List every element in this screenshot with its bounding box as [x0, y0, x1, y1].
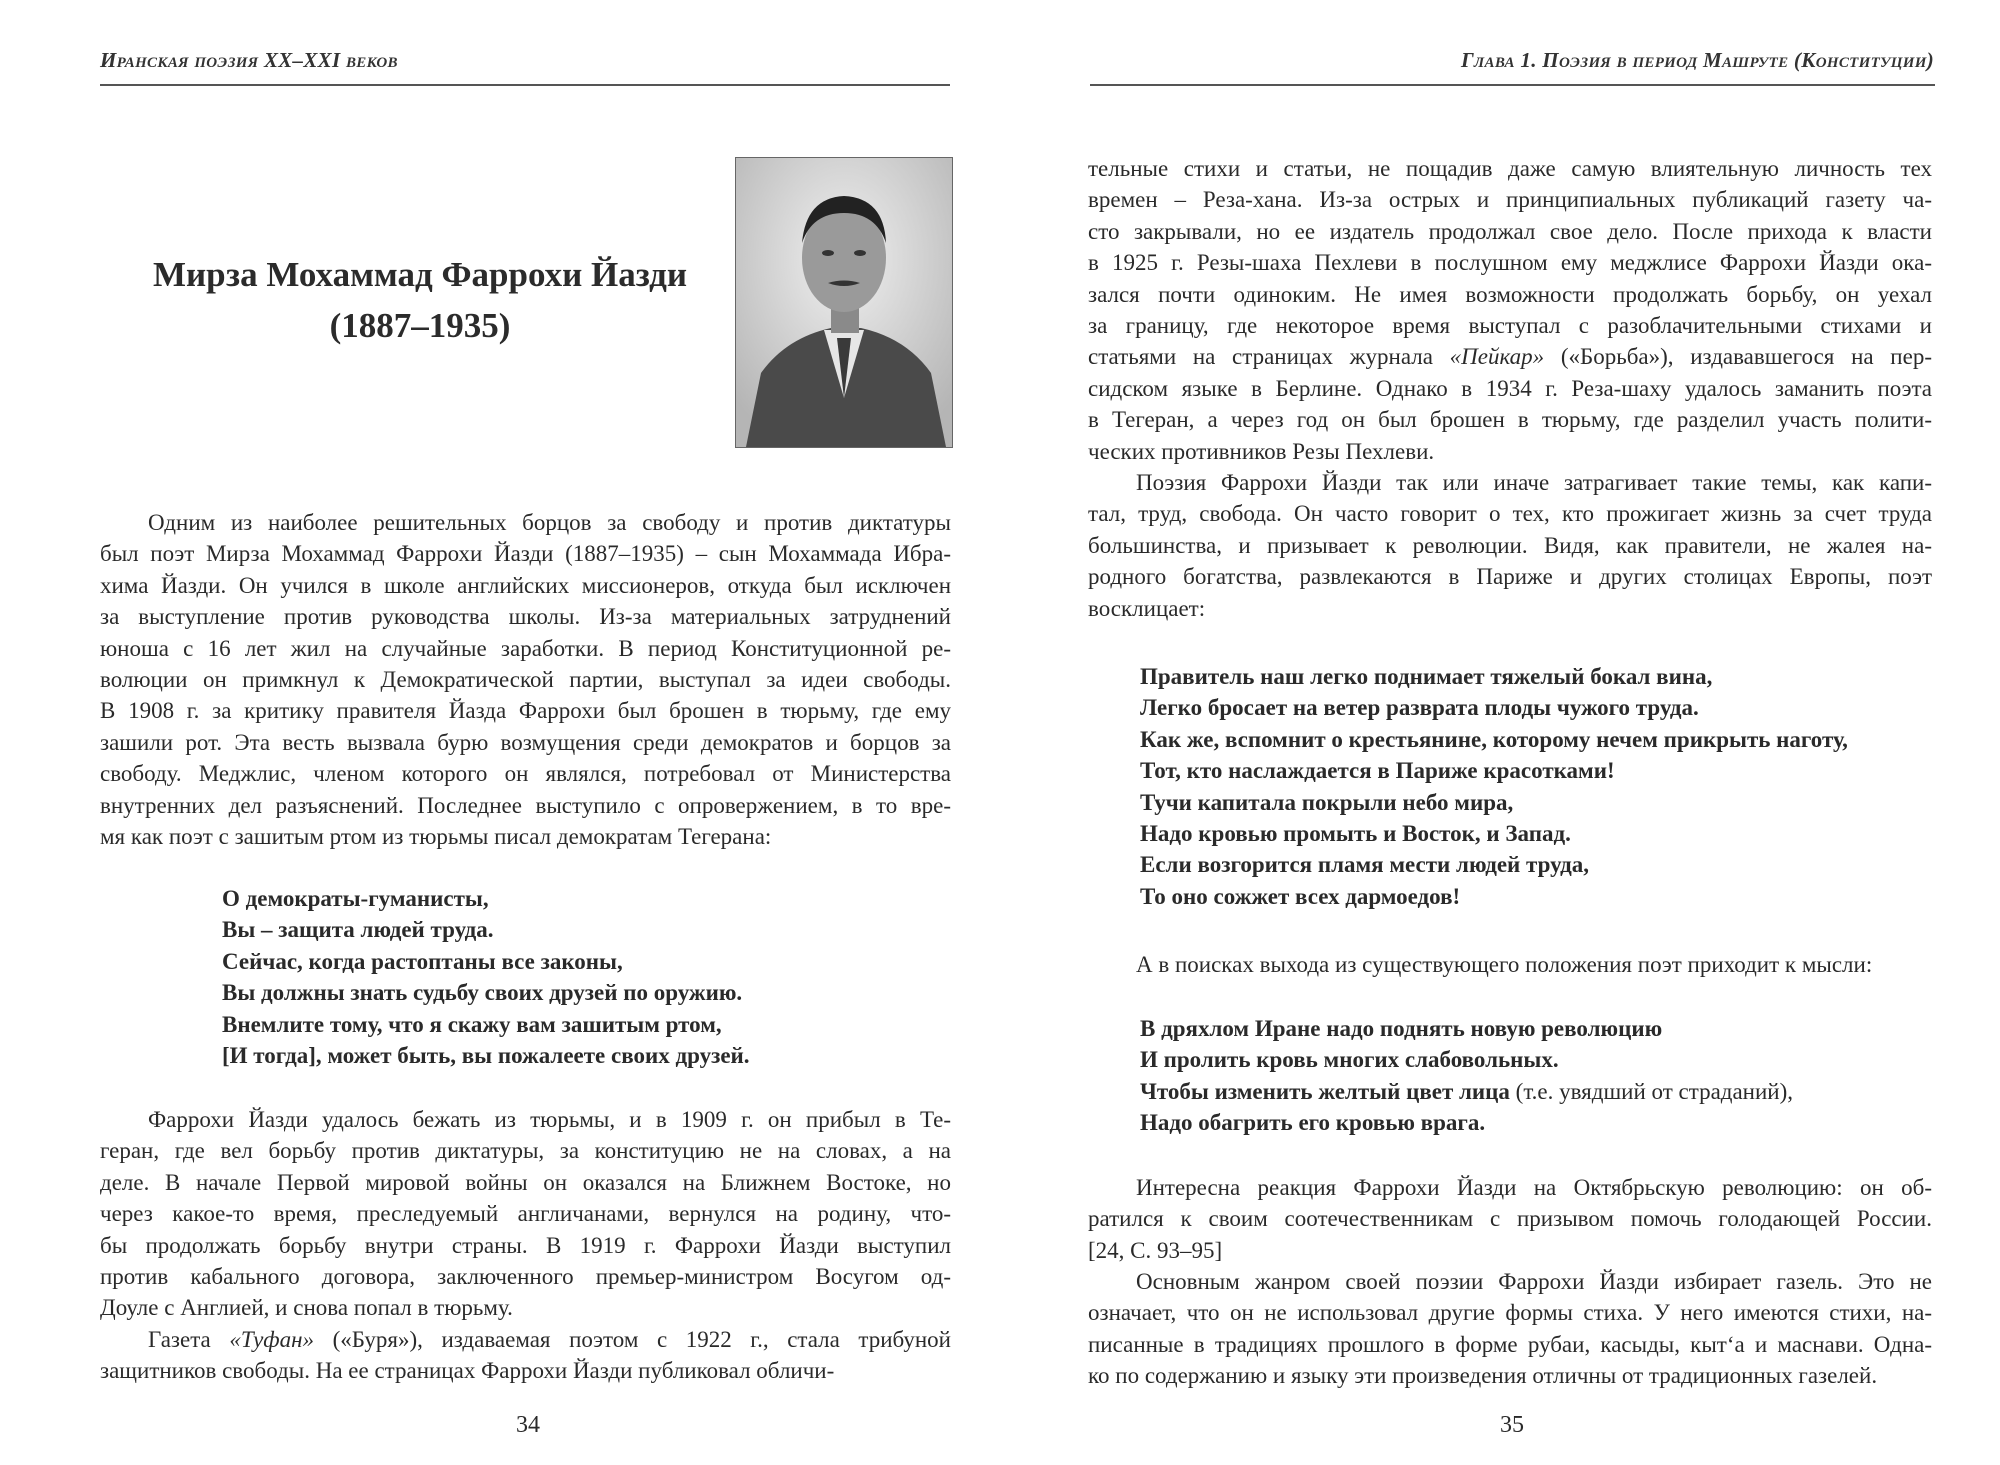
text-line: большинства, и призывает к революции. Видя, как правители, не жалея на- — [1088, 532, 1932, 558]
text-line: Поэзия Фаррохи Йазди так или иначе затрагивает такие темы, как капи- — [1136, 470, 1932, 495]
text-line: свободу. Меджлис, членом которого он являлся, потребовал от Министерства — [100, 761, 951, 787]
page-number-right: 35 — [1500, 1412, 1524, 1438]
text-segment: Чтобы изменить желтый цвет лица — [1140, 1078, 1516, 1104]
header-rule — [100, 84, 950, 86]
text-line: был поэт Мирза Мохаммад Фаррохи Йазди (1887–1935) – сын Мохаммада Ибра- — [100, 541, 951, 567]
text-segment: статьями на страницах журнала — [1088, 344, 1450, 370]
verse-line: Если возгорится пламя мести людей труда, — [1140, 852, 1590, 878]
paragraph — [1088, 1172, 1932, 1266]
paragraph — [1088, 1266, 1932, 1392]
text-line: Одним из наиболее решительных борцов за свободу и против диктатуры — [148, 510, 951, 535]
paragraph — [1088, 949, 1932, 980]
chapter-title: Мирза Мохаммад Фаррохи Йазди — [152, 255, 688, 294]
paragraph — [100, 507, 951, 852]
text-line: геран, где вел борьбу против диктатуры, за конституцию не на словах, а на — [100, 1138, 951, 1164]
text-line: сидском языке в Берлине. Однако в 1934 г. Реза-шаху удалось заманить поэта — [1088, 375, 1932, 401]
text-line: за границу, где некоторое время выступал с разоблачительными стихами и — [1088, 312, 1932, 338]
text-line: означает, что он не использовал другие формы стиха. У него имеются стихи, на- — [1088, 1300, 1932, 1326]
running-header-left: Иранская поэзия XX–XXI веков — [100, 48, 398, 72]
verse-line: О демократы-гуманисты, — [222, 886, 489, 911]
paragraph — [1088, 467, 1932, 624]
verse-line: Надо кровью промыть и Восток, и Запад. — [1140, 820, 1571, 846]
page-number-left: 34 — [516, 1412, 540, 1438]
text-line: тельные стихи и статьи, не пощадив даже самую влиятельную личность тех — [1088, 156, 1932, 181]
text-line: Фаррохи Йазди удалось бежать из тюрьмы, и в 1909 г. он прибыл в Те- — [148, 1107, 951, 1132]
poem-stanza — [1140, 1013, 1932, 1139]
text-line: [24, С. 93–95] — [1088, 1237, 1223, 1263]
text-line: Интересна реакция Фаррохи Йазди на Октябрьскую революцию: он об- — [1136, 1175, 1932, 1200]
text-line: А в поисках выхода из существующего положения поэт приходит к мысли: — [1136, 952, 1873, 977]
text-line: восклицает: — [1088, 595, 1206, 621]
running-header-right: Глава 1. Поэзия в период Машруте (Конституции) — [1460, 48, 1934, 72]
text-line: ко по содержанию и языку эти произведения отличны от традиционных газелей. — [1088, 1363, 1878, 1389]
text-line: зашили рот. Эта весть вызвала бурю возмущения среди демократов и борцов за — [100, 729, 951, 755]
text-line: ческих противников Резы Пехлеви. — [1088, 438, 1435, 464]
text-line: защитников свободы. На ее страницах Фаррохи Йазди публиковал обличи- — [100, 1358, 835, 1384]
text-line: писанные в традициях прошлого в форме рубаи, касыды, кыт‘а и маснави. Одна- — [1088, 1331, 1932, 1357]
verse-line: То оно сожжет всех дармоедов! — [1140, 883, 1461, 909]
text-line: внутренних дел разъяснений. Последнее выступило с опровержением, в то вре- — [100, 792, 951, 818]
text-line: против кабального договора, заключенного премьер-министром Восугом од- — [100, 1263, 951, 1289]
portrait-photo — [735, 157, 953, 448]
text-segment: («Борьба»), издававшегося на пер- — [1544, 344, 1932, 370]
verse-line: Тот, кто наслаждается в Париже красотками! — [1140, 758, 1615, 784]
text-line: В 1908 г. за критику правителя Йазда Фаррохи был брошен в тюрьму, где ему — [100, 698, 951, 724]
text-segment: («Буря»), издаваемая поэтом с 1922 г., стала трибуной — [314, 1327, 951, 1352]
text-segment: Газета — [148, 1327, 230, 1352]
text-line: тал, труд, свобода. Он часто говорит о тех, кто прожигает жизнь за счет труда — [1088, 501, 1932, 527]
verse-line: Вы – защита людей труда. — [222, 917, 494, 943]
text-line: хима Йазди. Он учился в школе английских миссионеров, откуда был исключен — [100, 572, 951, 598]
text-line: родного богатства, развлекаются в Париже и других столицах Европы, поэт — [1088, 564, 1932, 590]
text-line: через какое-то время, преследуемый англичанами, вернулся на родину, что- — [100, 1201, 951, 1227]
poem-stanza — [1140, 661, 1932, 912]
text-segment: (т.е. увядший от страданий), — [1515, 1078, 1794, 1104]
text-line: юноша с 16 лет жил на случайные заработки. В период Конституционной ре- — [100, 635, 951, 661]
text-line: мя как поэт с зашитым ртом из тюрьмы писал демократам Тегерана: — [100, 823, 772, 849]
poem-stanza — [222, 883, 951, 1071]
text-line: бы продолжать борьбу внутри страны. В 1919 г. Фаррохи Йазди выступил — [100, 1232, 951, 1258]
text-line — [100, 1324, 951, 1355]
paragraph — [100, 1104, 951, 1324]
verse-line: Надо обагрить его кровью врага. — [1140, 1110, 1486, 1136]
chapter-title-dates: (1887–1935) — [329, 306, 511, 345]
text-line: Доуле с Англией, и снова попал в тюрьму. — [100, 1295, 513, 1321]
paragraph — [1088, 153, 1932, 467]
verse-line: И пролить кровь многих слабовольных. — [1140, 1047, 1559, 1073]
verse-line: Вы должны знать судьбу своих друзей по оружию. — [222, 980, 743, 1006]
verse-line: [И тогда], может быть, вы пожалеете своих друзей. — [222, 1042, 750, 1068]
verse-line: Как же, вспомнит о крестьянине, которому нечем прикрыть наготу, — [1140, 726, 1848, 752]
text-line: сто закрывали, но ее издатель продолжал свое дело. После прихода к власти — [1088, 218, 1932, 244]
italic-title: «Пейкар» — [1449, 344, 1545, 370]
verse-line: Тучи капитала покрыли небо мира, — [1140, 789, 1514, 815]
verse-line: Правитель наш легко поднимает тяжелый бокал вина, — [1140, 664, 1713, 689]
text-line: Основным жанром своей поэзии Фаррохи Йазди избирает газель. Это не — [1136, 1269, 1932, 1294]
verse-line: В дряхлом Иране надо поднять новую революцию — [1140, 1016, 1663, 1041]
text-line: в Тегеран, а через год он был брошен в тюрьму, где разделил участь полити- — [1088, 407, 1932, 433]
text-line: волюции он примкнул к Демократической партии, выступал за идеи свободы. — [100, 666, 951, 692]
paragraph — [100, 1324, 951, 1387]
italic-title: «Туфан» — [229, 1327, 315, 1352]
verse-line: Сейчас, когда растоптаны все законы, — [222, 948, 623, 974]
verse-line: Внемлите тому, что я скажу вам зашитым ртом, — [222, 1011, 722, 1037]
text-line — [1088, 341, 1932, 372]
text-line: зался почти одиноким. Не имея возможности продолжать борьбу, он уехал — [1088, 281, 1932, 307]
text-line: времен – Реза-хана. Из-за острых и принципиальных публикаций газету ча- — [1088, 187, 1932, 213]
text-line: ратился к своим соотечественникам с призывом помочь голодающей России. — [1088, 1206, 1932, 1232]
verse-line: Легко бросает на ветер разврата плоды чужого труда. — [1140, 695, 1699, 721]
verse-line — [1140, 1076, 1932, 1107]
text-line: за выступление против руководства школы. Из-за материальных затруднений — [100, 604, 951, 630]
text-line: деле. В начале Первой мировой войны он оказался на Ближнем Востоке, но — [100, 1169, 951, 1195]
text-line: в 1925 г. Резы-шаха Пехлеви в послушном ему меджлисе Фаррохи Йазди ока- — [1088, 250, 1932, 276]
header-rule — [1090, 84, 1935, 86]
